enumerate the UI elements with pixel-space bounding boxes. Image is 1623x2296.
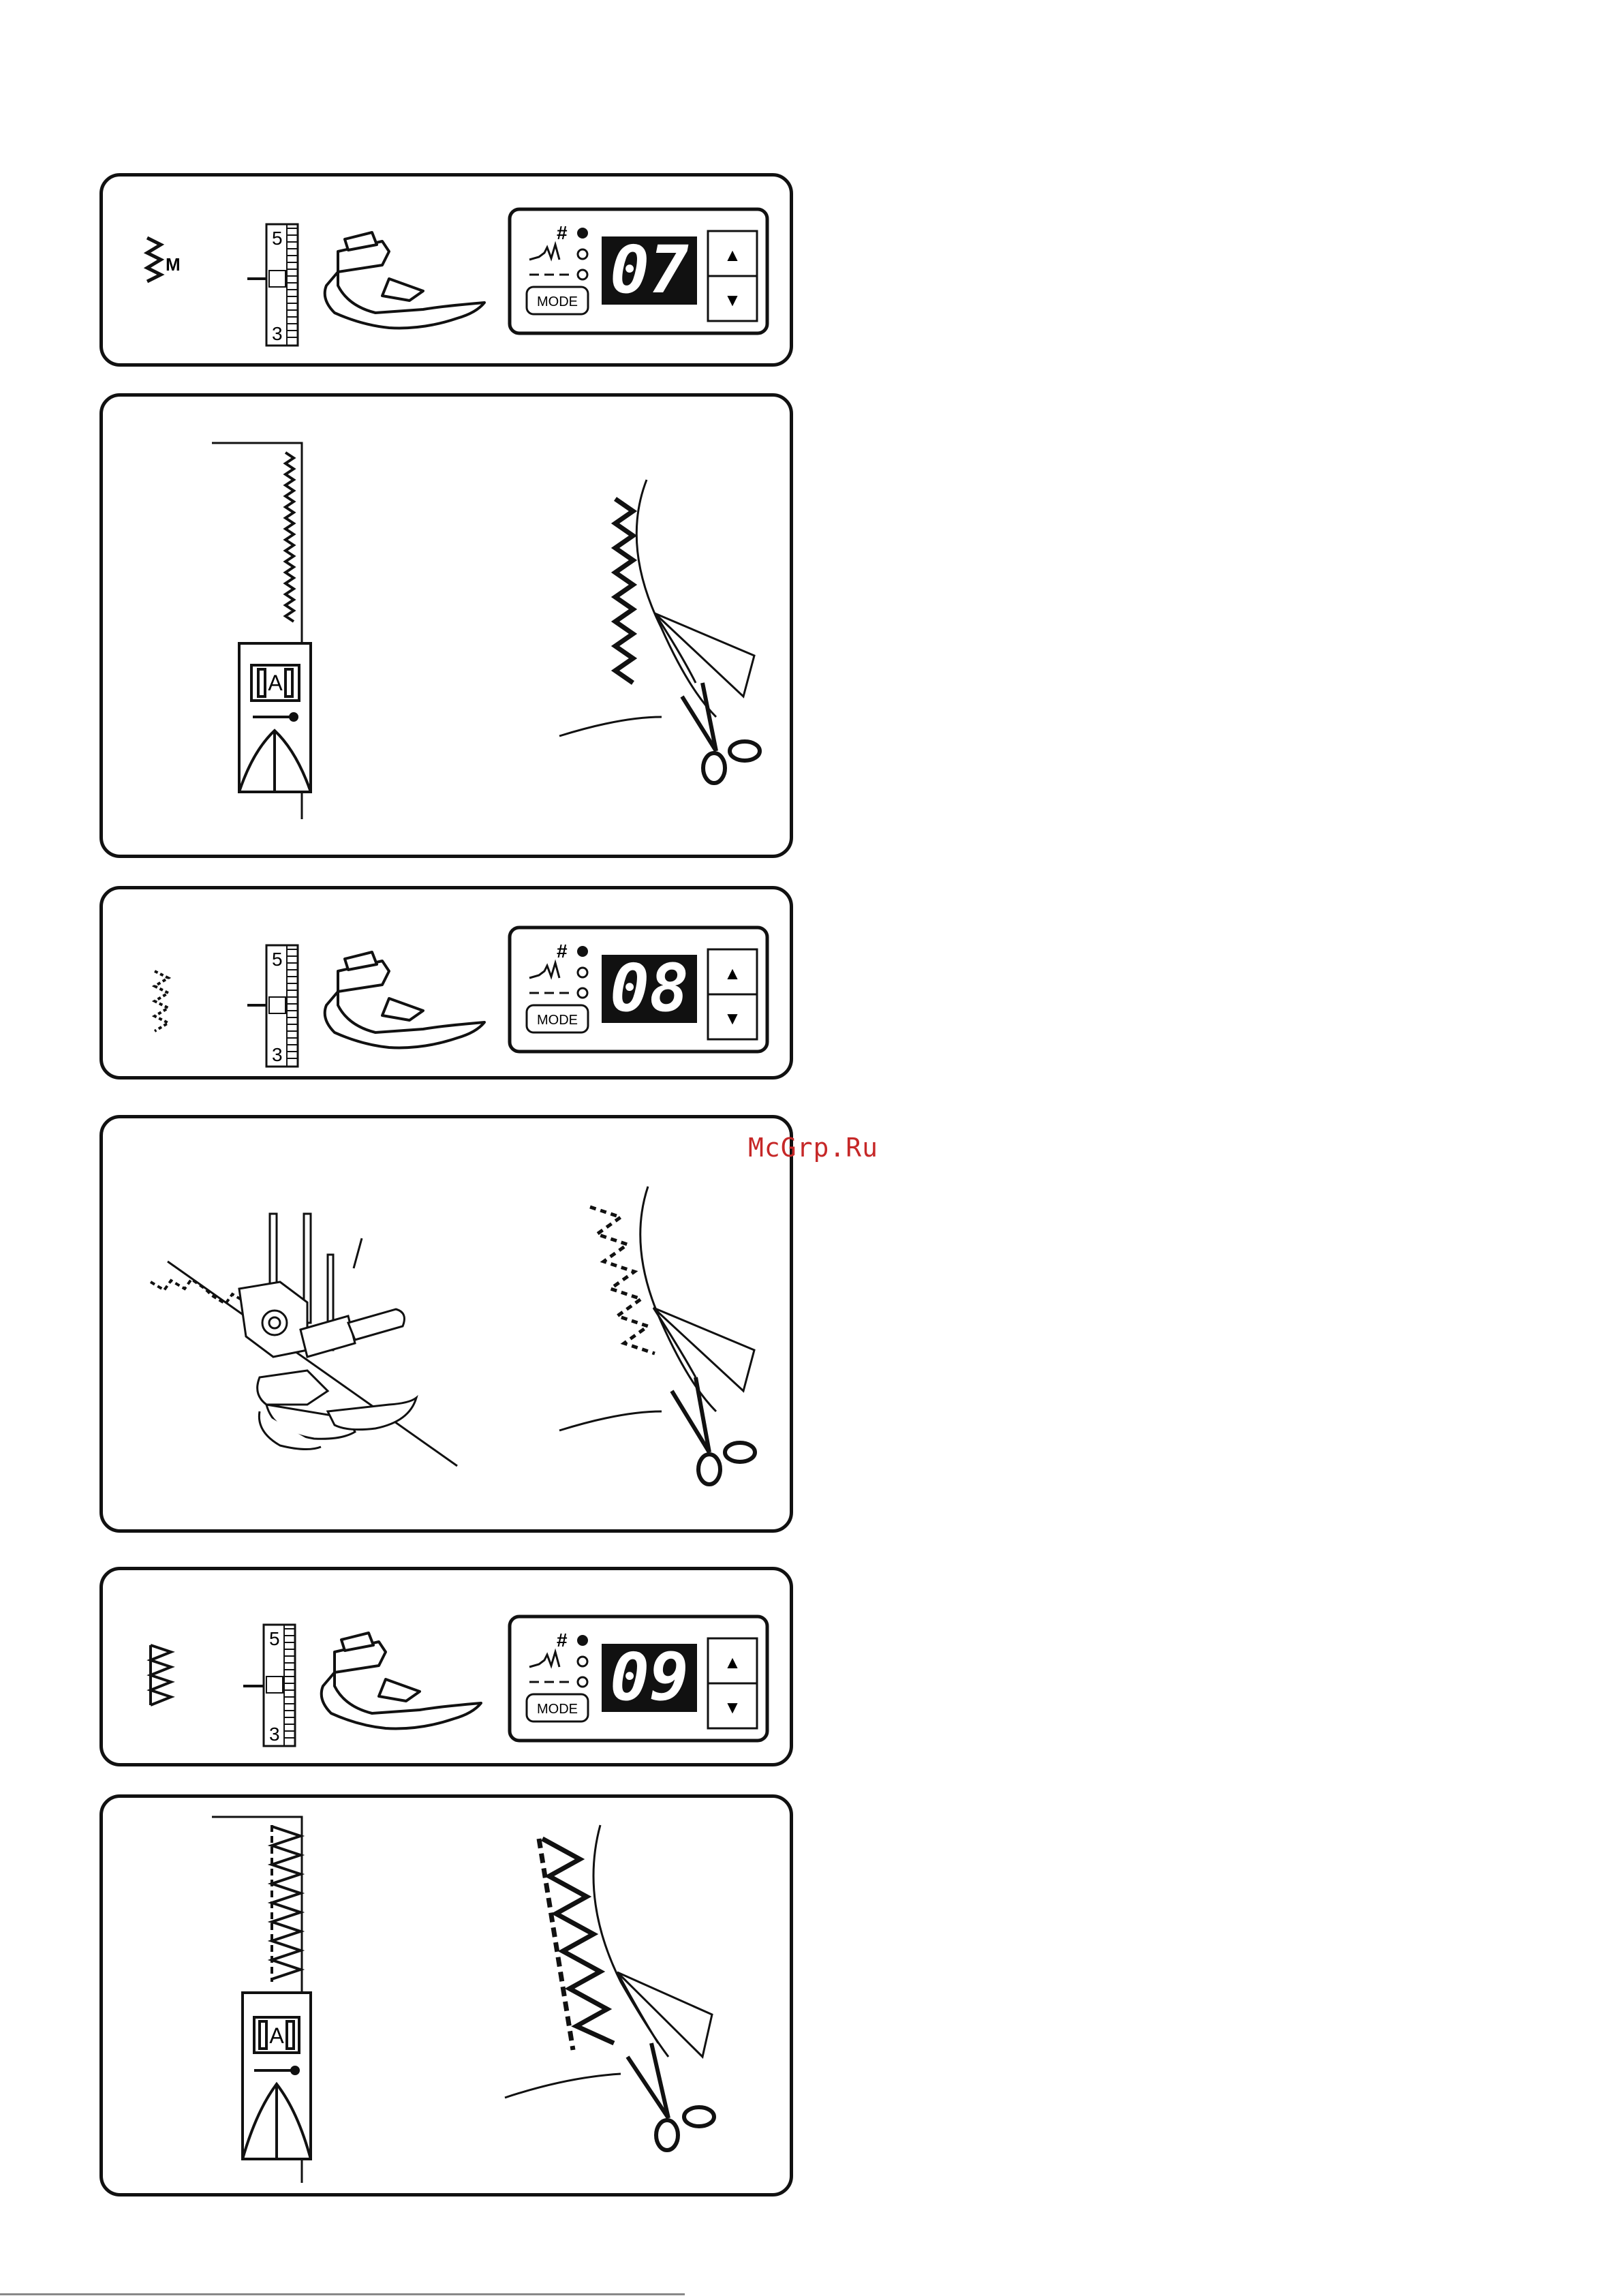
illustration-panel-zigzag (99, 393, 793, 858)
fabric-trim-illustration (559, 480, 754, 736)
foot-label: A (269, 2023, 284, 2048)
overlock-stitch-icon (151, 1645, 171, 1705)
stitch-display (510, 1617, 767, 1741)
svg-text:MODE: MODE (537, 1702, 578, 1717)
up-arrow-icon: ▲ (724, 963, 741, 983)
illustration-panel-dashed-zigzag (99, 1115, 793, 1533)
stitch-number: 09 (610, 1639, 689, 1715)
down-arrow-icon: ▼ (724, 1008, 741, 1028)
down-arrow-icon: ▼ (724, 290, 741, 310)
dial-bottom-number: 3 (269, 1724, 280, 1745)
stitch-mark-label: M (166, 254, 181, 275)
up-button[interactable] (708, 949, 757, 994)
mode-button[interactable] (527, 287, 588, 314)
settings-panel-09 (99, 1567, 793, 1766)
hash-symbol: # (557, 940, 568, 962)
stitch-display (510, 209, 767, 333)
svg-text:MODE: MODE (537, 1013, 578, 1028)
hash-symbol: # (557, 222, 568, 243)
dial-top-number: 5 (272, 949, 283, 970)
presser-foot-a-icon (239, 643, 311, 792)
zigzag-stitch-icon (147, 238, 161, 281)
mode-button[interactable] (527, 1694, 588, 1721)
overlock-seam (272, 1825, 300, 1982)
up-arrow-icon: ▲ (724, 1652, 741, 1672)
presser-foot-icon (325, 232, 484, 328)
up-button[interactable] (708, 1638, 757, 1683)
down-button[interactable] (708, 276, 757, 321)
presser-foot-a-icon (243, 1993, 311, 2159)
scissors-icon (672, 1377, 755, 1484)
stitch-display (510, 928, 767, 1052)
foot-label: A (268, 671, 283, 695)
presser-foot-icon (325, 952, 484, 1047)
scissors-icon (682, 683, 760, 783)
fabric-trim-illustration (559, 1187, 754, 1430)
dial-bottom-number: 3 (272, 323, 283, 344)
scissors-icon (628, 2043, 714, 2150)
sewing-machine-foot-illustration (151, 1214, 457, 1466)
settings-panel-07 (99, 173, 793, 367)
down-button[interactable] (708, 1683, 757, 1728)
stitch-number: 08 (610, 950, 689, 1026)
fabric-trim-illustration (505, 1825, 712, 2098)
up-button[interactable] (708, 231, 757, 276)
stitch-number: 07 (610, 232, 689, 308)
bottom-rule (0, 2293, 685, 2295)
presser-foot-icon (322, 1633, 481, 1728)
mode-button[interactable] (527, 1005, 588, 1032)
illustration-panel-overlock (99, 1794, 793, 2196)
hash-symbol: # (557, 1629, 568, 1651)
dial-top-number: 5 (272, 228, 283, 249)
dial-top-number: 5 (269, 1628, 280, 1649)
dial-bottom-number: 3 (272, 1044, 283, 1065)
down-button[interactable] (708, 994, 757, 1039)
watermark-text: McGrp.Ru (748, 1133, 879, 1163)
settings-panel-08 (99, 886, 793, 1080)
dashed-zigzag-stitch-icon (155, 971, 168, 1031)
down-arrow-icon: ▼ (724, 1697, 741, 1717)
zigzag-seam (285, 453, 294, 622)
up-arrow-icon: ▲ (724, 245, 741, 265)
svg-text:MODE: MODE (537, 294, 578, 309)
